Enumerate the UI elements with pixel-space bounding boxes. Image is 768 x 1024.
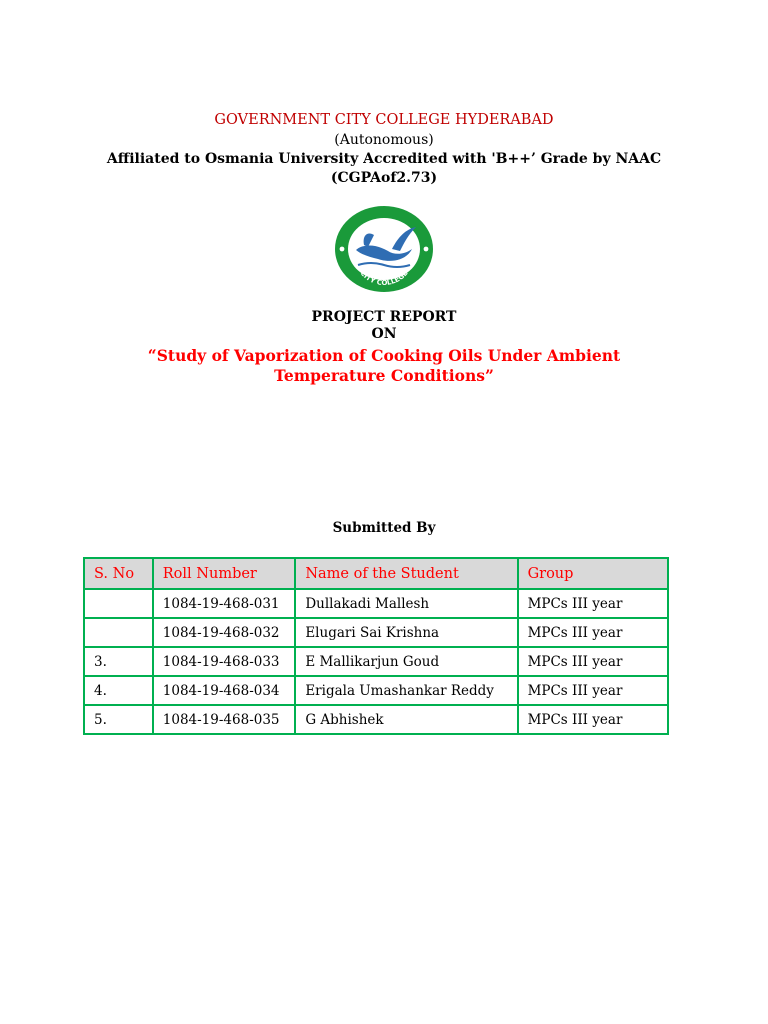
cell-sno bbox=[84, 618, 153, 647]
table-row bbox=[84, 676, 668, 705]
header-roll-number: Roll Number bbox=[153, 558, 296, 589]
college-city: HYDERABAD bbox=[454, 112, 554, 128]
cell-student-name: G Abhishek bbox=[295, 705, 517, 734]
affiliation-line: Affiliated to Osmania University Accredited with 'B++’ Grade by NAAC bbox=[106, 151, 662, 167]
cell-group: MPCs III year bbox=[518, 618, 668, 647]
on-label: ON bbox=[371, 326, 397, 342]
report-title bbox=[0, 346, 768, 386]
college-logo bbox=[334, 205, 434, 293]
cell-student-name: Erigala Umashankar Reddy bbox=[295, 676, 517, 705]
autonomous-label: (Autonomous) bbox=[334, 132, 434, 148]
cell-sno: 5. bbox=[84, 705, 153, 734]
cell-student-name: Dullakadi Mallesh bbox=[295, 589, 517, 618]
header-student-name: Name of the Student bbox=[295, 558, 517, 589]
cell-group: MPCs III year bbox=[518, 676, 668, 705]
logo-text: CITY COLLEGE bbox=[358, 269, 410, 288]
table-row bbox=[84, 647, 668, 676]
submitted-by-label: Submitted By bbox=[332, 520, 436, 536]
header-sno: S. No bbox=[84, 558, 153, 589]
header-group: Group bbox=[518, 558, 668, 589]
table-row bbox=[84, 618, 668, 647]
cell-roll-number: 1084-19-468-033 bbox=[153, 647, 296, 676]
logo-dot-left bbox=[340, 247, 345, 252]
cell-student-name: E Mallikarjun Goud bbox=[295, 647, 517, 676]
cell-roll-number: 1084-19-468-034 bbox=[153, 676, 296, 705]
cell-group: MPCs III year bbox=[518, 589, 668, 618]
cell-student-name: Elugari Sai Krishna bbox=[295, 618, 517, 647]
college-name: GOVERNMENT CITY COLLEGE bbox=[214, 112, 451, 128]
cell-group: MPCs III year bbox=[518, 647, 668, 676]
report-title-text: “Study of Vaporization of Cooking Oils Under Ambient Temperature Conditions” bbox=[147, 346, 621, 385]
table-row bbox=[84, 589, 668, 618]
cell-sno: 3. bbox=[84, 647, 153, 676]
cell-group: MPCs III year bbox=[518, 705, 668, 734]
student-table bbox=[83, 557, 669, 735]
table-row bbox=[84, 705, 668, 734]
cell-sno bbox=[84, 589, 153, 618]
cell-roll-number: 1084-19-468-032 bbox=[153, 618, 296, 647]
college-heading bbox=[0, 112, 768, 128]
cgpa-line: (CGPAof2.73) bbox=[330, 170, 438, 186]
project-report-label: PROJECT REPORT bbox=[311, 309, 457, 325]
cell-roll-number: 1084-19-468-035 bbox=[153, 705, 296, 734]
table-header-row bbox=[84, 558, 668, 589]
logo-dot-right bbox=[424, 247, 429, 252]
cell-sno: 4. bbox=[84, 676, 153, 705]
cell-roll-number: 1084-19-468-031 bbox=[153, 589, 296, 618]
